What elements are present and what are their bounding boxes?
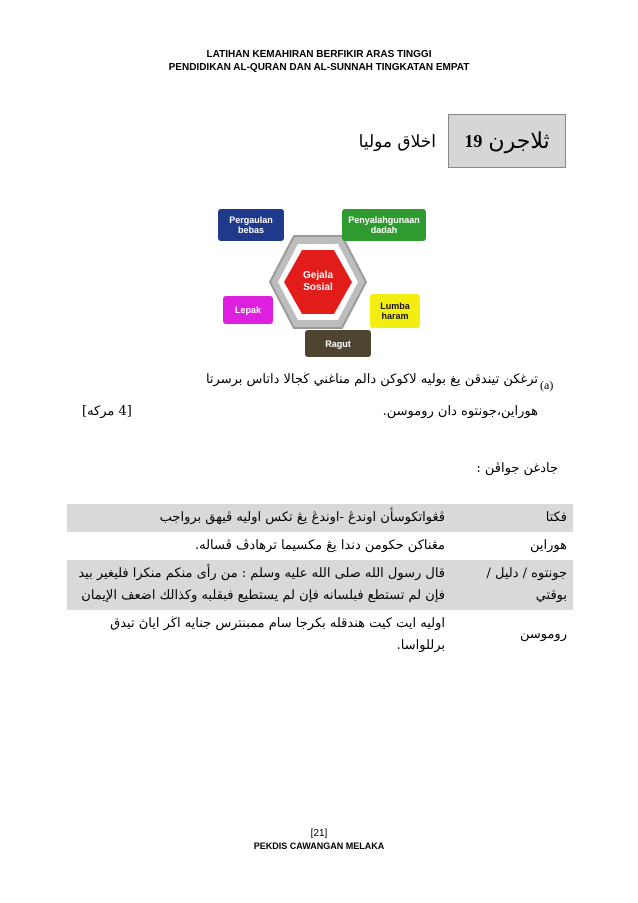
header-line-2: PENDIDIKAN AL-QURAN DAN AL-SUNNAH TINGKATAN EMPAT [168,62,470,73]
item-lepak: Lepak [223,296,273,324]
row-key: جونتوه / دليل / بوقتي [451,560,573,610]
chapter-word: ثلاجرن [488,128,550,154]
footer-org: PEKDIS CAWANGAN MELAKA [253,841,385,851]
row-value: ڤڠواتكوسأن اوندڠ -اوندڠ يڠ تكس اوليه ڤيهق برواجب [67,504,451,532]
title-row [0,114,638,170]
chapter-number: 19 [464,130,483,151]
page-header [0,48,638,74]
topic-title: اخلاق موليا [358,132,436,152]
table-row [67,532,573,560]
row-value: اوليه ايت كيت هندقله بكرجا سام ممبنترس جنايه اڬر اياڽ تيدق برللواسا. [110,616,445,653]
question-line-2: هوراين،جونتوه دان روموسن. [382,404,538,419]
social-issues-diagram [212,206,418,358]
center-label: Gejala Sosial [302,270,334,293]
row-value: مڠناكن حكومن دندا يڠ مكسيما ترهادڤ ڤساله. [194,538,445,553]
item-lumba-haram: Lumba haram [370,294,420,328]
chapter-box [448,114,566,168]
answer-table [67,504,573,660]
item-penyalahgunaan-dadah: Penyalahgunaan dadah [342,209,426,241]
answer-intro: جادغن جواڤن : [476,461,558,476]
question-line-1: ترغكن تيندقن يغ بوليه لاكوكن دالم مناغني ڬجالا داتاس برسرتا [205,372,538,387]
row-value: قال رسول الله صلى الله عليه وسلم : من رأى منكم منكرا فليغير بيد فإن لم تستطع فبلسانه فإن لم يستطيع فبقلبه وكذالك اضعف الإيمان [67,560,451,610]
row-key: هوراين [530,538,567,553]
item-pergaulan-bebas: Pergaulan bebas [218,209,284,241]
row-key: فكتا [451,504,573,532]
item-ragut: Ragut [305,330,371,357]
table-row [67,610,573,660]
page-number: [21] [310,828,328,839]
row-key: روموسن [519,627,567,642]
table-row [67,560,573,610]
page-footer [0,828,638,852]
table-row [67,504,573,532]
header-line-1: LATIHAN KEMAHIRAN BERFIKIR ARAS TINGGI [206,49,432,60]
question-label: (a) [540,378,554,392]
question-marks: [4 مرکه] [82,404,132,419]
